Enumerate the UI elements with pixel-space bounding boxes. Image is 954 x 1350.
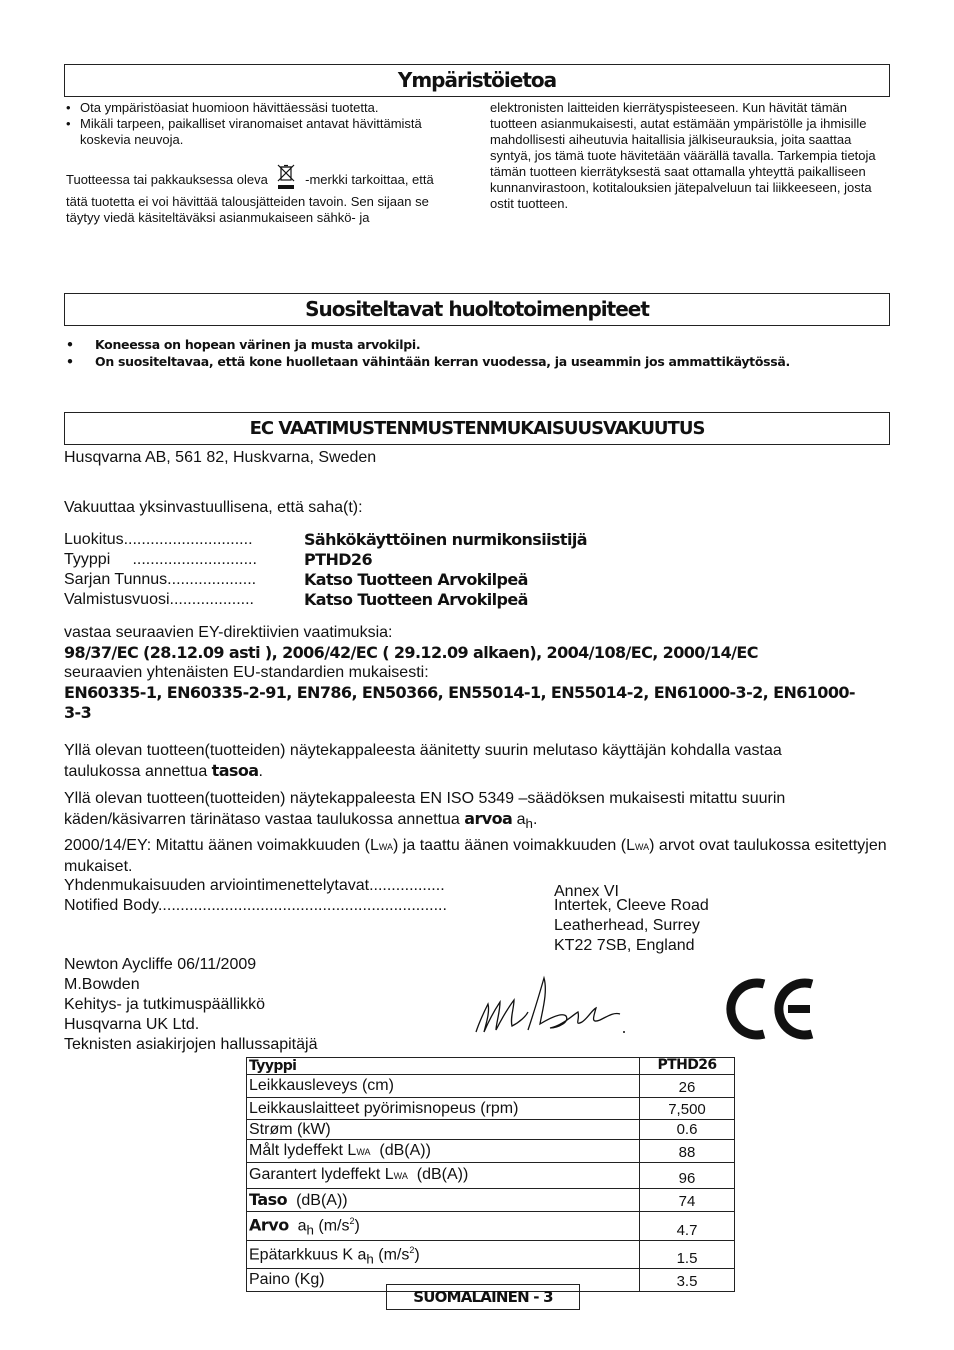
service-bullet-text: On suositeltavaa, että kone huolletaan vähintään kerran vuodessa, ja useammin jos ammattikäytössä. <box>95 354 791 369</box>
signatory-block <box>64 955 317 1055</box>
ec-directives-block <box>64 623 894 723</box>
spec-label-sub: WA <box>356 1146 371 1157</box>
table-row <box>247 1140 735 1163</box>
sign-line: Kehitys- ja tutkimuspäällikkö <box>64 996 265 1013</box>
field-row <box>64 590 587 610</box>
vibration-statement <box>64 789 864 834</box>
measure-text: 2000/14/EY: Mitattu äänen voimakkuuden (L <box>64 837 379 854</box>
spec-value-cell <box>640 1189 735 1212</box>
table-header-label <box>247 1058 640 1075</box>
spec-value-cell <box>640 1140 735 1163</box>
header-label-text: Tyyppi <box>249 1058 297 1074</box>
notified-row <box>64 896 894 956</box>
notified-label: Notified Body................................................................. <box>64 897 447 914</box>
spec-label-text: Leikkausleveys (cm) <box>249 1077 394 1094</box>
env-para-part: tarkoittaa, että tätä tuotetta ei voi hävittää talousjätteiden tavoin. Sen sijaan se täytyy viedä käsiteltäväksi asianmukaiseen sähkö- ja <box>66 172 434 225</box>
ec-fields <box>64 530 587 610</box>
env-title: Ympäristöietoa <box>397 68 557 92</box>
spec-value-cell <box>640 1269 735 1292</box>
standards-list: EN60335-1, EN60335-2-91, EN786, EN50366, EN55014-1, EN55014-2, EN61000-3-2, EN61000-3-3 <box>64 683 855 722</box>
measure-text: ) arvot ovat taulukossa esitettyjen mukaiset. <box>64 837 887 875</box>
service-title: Suositeltavat huoltotoimenpiteet <box>305 297 649 321</box>
spec-label-sub: WA <box>393 1171 408 1181</box>
spec-value-cell <box>640 1240 735 1269</box>
table-header-value <box>640 1058 735 1075</box>
page-footer <box>386 1284 580 1310</box>
field-label: Luokitus............................. <box>64 531 253 548</box>
service-bullet: • Koneessa on hopean värinen ja musta arvokilpi. <box>66 337 421 352</box>
table-row <box>247 1240 735 1269</box>
env-heading <box>64 64 890 97</box>
header-value-text: PTHD26 <box>657 1057 717 1073</box>
spec-label-text: (m/s <box>313 1217 350 1235</box>
spec-label-cell <box>247 1075 640 1098</box>
directives-intro: vastaa seuraavien EY-direktiivien vaatimuksia: <box>64 624 393 641</box>
spec-label-paren: ) <box>354 1217 360 1235</box>
spec-label-text: Leikkauslaitteet pyörimisnopeus (rpm) <box>249 1099 519 1117</box>
spec-value: 7,500 <box>668 1101 706 1118</box>
env-right-column <box>490 100 888 212</box>
env-bullet: • Mikäli tarpeen, paikalliset viranomaiset antavat hävittämistä koskevia neuvoja. <box>66 116 436 148</box>
env-right-paragraph: elektronisten laitteiden kierrätyspisteeseen. Kun hävität tämän tuotteen asianmukaisesti, autat estämään ympäristölle ja ihmisille mahdollisesti aiheutuvia haitallisia jälkiseurauksia, joita saattaa syntyä, jos tämä tuote hävitetään väärällä tavalla. Tarkempia tietoja tämän tuotteen kierrätyksestä saat ottamalla yhteyttä paikalliseen kunnanvirastoon, kotitalouksien jätepalveluun tai liikkeeseen, josta ostit tuotteen. <box>490 100 876 211</box>
field-value: Katso Tuotteen Arvokilpeä <box>304 570 528 589</box>
conformity-value: Annex VI <box>554 883 619 900</box>
vib-text: Yllä olevan tuotteen(tuotteiden) näytekappaleesta EN ISO 5349 –säädöksen mukaisesti mitattu suurin käden/käsivarren tärinätaso vastaa taulukossa annettua <box>64 790 786 828</box>
noise-statement <box>64 741 854 782</box>
ec-title: EC VAATIMUSTENMUSTENMUKAISUUSVAKUUTUS <box>249 418 705 439</box>
table-row <box>247 1075 735 1098</box>
spec-label-sub: h <box>366 1251 374 1267</box>
field-value: Sähkökäyttöinen nurmikonsiistijä <box>304 530 587 549</box>
ec-declares: Vakuuttaa yksinvastuullisena, että saha(t): <box>64 499 363 516</box>
spec-label-text: (m/s <box>373 1245 410 1263</box>
table-row <box>247 1189 735 1212</box>
spec-value: 4.7 <box>676 1221 698 1239</box>
field-label: Valmistusvuosi................... <box>64 591 254 608</box>
noise-end: . <box>258 763 263 780</box>
spec-value: 96 <box>678 1170 696 1187</box>
sign-line: Husqvarna UK Ltd. <box>64 1016 200 1033</box>
measure-sub: WA <box>378 842 394 852</box>
table-row <box>247 1098 735 1120</box>
spec-label-sup: 2 <box>409 1244 415 1255</box>
sign-line: Teknisten asiakirjojen hallussapitäjä <box>64 1036 318 1053</box>
env-bullet: • Ota ympäristöasiat huomioon hävittäessäsi tuotetta. <box>66 100 379 115</box>
spec-label-cell <box>247 1098 640 1120</box>
env-bullet-text: Mikäli tarpeen, paikalliset viranomaiset antavat hävittämistä koskevia neuvoja. <box>80 116 422 147</box>
table-row <box>247 1212 735 1241</box>
crossed-bin-icon <box>275 164 297 194</box>
spec-value-cell <box>640 1120 735 1140</box>
table-header-row <box>247 1058 735 1075</box>
vib-symbol: a <box>516 811 526 828</box>
standards-intro: seuraavien yhtenäisten EU-standardien mukaisesti: <box>64 664 429 681</box>
spec-label-cell <box>247 1240 640 1269</box>
env-bullet-text: Ota ympäristöasiat huomioon hävittäessäsi tuotetta. <box>80 100 379 115</box>
field-value: PTHD26 <box>304 550 372 569</box>
vib-sub: h <box>525 816 533 832</box>
notified-line: Leatherhead, Surrey <box>554 917 700 934</box>
spec-label-sub: h <box>306 1222 314 1238</box>
spec-label-text: (dB(A)) <box>407 1166 469 1183</box>
measure-sub: WA <box>634 842 650 852</box>
spec-label-text: Målt lydeffekt L <box>249 1141 357 1159</box>
spec-label-cell <box>247 1189 640 1212</box>
env-left-paragraph <box>66 164 436 226</box>
conformity-label: Yhdenmukaisuuden arviointimenettelytavat................. <box>64 877 445 894</box>
ce-mark-icon <box>724 976 820 1042</box>
notified-body <box>554 896 709 956</box>
spec-label-cell <box>247 1212 640 1241</box>
field-label: Tyyppi ............................ <box>64 551 257 568</box>
noise-bold: tasoa <box>211 761 259 780</box>
table-row <box>247 1120 735 1140</box>
spec-label-cell <box>247 1163 640 1189</box>
env-left-column <box>66 100 436 226</box>
vib-bold: arvoa <box>464 809 513 828</box>
ec-address: Husqvarna AB, 561 82, Huskvarna, Sweden <box>64 449 377 466</box>
spec-value: 74 <box>678 1193 696 1210</box>
ec-heading <box>64 412 890 445</box>
env-para-part: Tuotteessa tai pakkauksessa oleva <box>66 172 268 187</box>
spec-label-cell <box>247 1140 640 1163</box>
table-row <box>247 1163 735 1189</box>
spec-label-sup: 2 <box>349 1216 355 1226</box>
notified-line: KT22 7SB, England <box>554 937 695 954</box>
vib-end: . <box>532 811 538 828</box>
env-para-part: -merkki <box>305 172 348 187</box>
field-row <box>64 570 587 590</box>
spec-label-paren: ) <box>414 1245 420 1263</box>
spec-label-text: Paino (Kg) <box>249 1271 325 1289</box>
service-heading <box>64 293 890 326</box>
measure-statement <box>64 836 894 877</box>
spec-value-cell <box>640 1098 735 1120</box>
notified-line: Intertek, Cleeve Road <box>554 897 709 914</box>
spec-label-text: (dB(A)) <box>370 1141 431 1159</box>
spec-table <box>246 1057 735 1292</box>
spec-value: 0.6 <box>676 1121 698 1138</box>
sign-line: M.Bowden <box>64 976 140 993</box>
service-list <box>66 336 896 370</box>
service-bullet-text: Koneessa on hopean värinen ja musta arvokilpi. <box>95 337 421 352</box>
spec-label-cell <box>247 1120 640 1140</box>
signature <box>470 972 630 1040</box>
spec-value: 1.5 <box>676 1250 698 1268</box>
spec-value: 26 <box>678 1079 696 1096</box>
spec-value-cell <box>640 1163 735 1189</box>
spec-label-text: Strøm (kW) <box>249 1120 331 1138</box>
field-row <box>64 530 587 550</box>
sign-line: Newton Aycliffe 06/11/2009 <box>64 956 257 973</box>
directives-list: 98/37/EC (28.12.09 asti ), 2006/42/EC ( 29.12.09 alkaen), 2004/108/EC, 2000/14/EC <box>64 643 758 662</box>
spec-value-cell <box>640 1212 735 1241</box>
field-row <box>64 550 587 570</box>
measure-text: ) ja taattu äänen voimakkuuden (L <box>393 837 635 854</box>
spec-label-bold: Taso <box>249 1189 288 1209</box>
spec-label-text: a <box>288 1217 307 1235</box>
spec-value: 88 <box>678 1144 696 1161</box>
spec-label-bold: Arvo <box>249 1215 289 1235</box>
noise-text: Yllä olevan tuotteen(tuotteiden) näytekappaleesta äänitetty suurin melutaso käyttäjän kohdalla vastaa taulukossa annettua <box>64 742 782 780</box>
field-label: Sarjan Tunnus.................... <box>64 571 257 588</box>
spec-label-text: Epätarkkuus K a <box>249 1245 367 1263</box>
spec-value-cell <box>640 1075 735 1098</box>
spec-value: 3.5 <box>676 1273 698 1291</box>
spec-label-text: (dB(A)) <box>287 1191 348 1209</box>
spec-label-text: Garantert lydeffekt L <box>249 1166 394 1183</box>
service-bullet: • On suositeltavaa, että kone huolletaan vähintään kerran vuodessa, ja useammin jos ammattikäytössä. <box>66 354 791 369</box>
field-value: Katso Tuotteen Arvokilpeä <box>304 590 528 609</box>
footer-text: SUOMALAINEN - 3 <box>413 1288 553 1306</box>
